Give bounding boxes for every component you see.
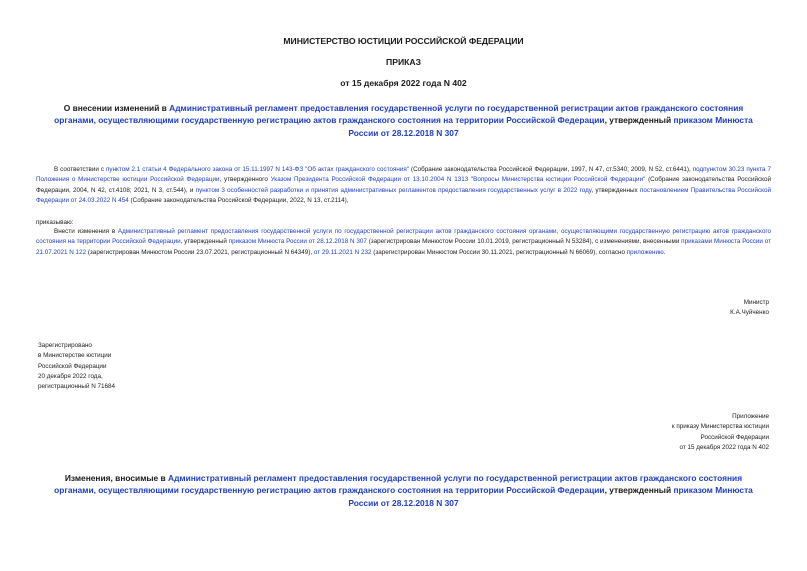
title-prefix: О внесении изменений в xyxy=(63,103,170,113)
body-order-link[interactable]: приказом Минюста России от 28.12.2018 N 307 xyxy=(228,238,367,246)
body-text-2: , утвержденный xyxy=(180,238,229,246)
appendix-block xyxy=(672,412,769,453)
preamble-text-1: В соответствии с xyxy=(54,166,107,173)
body-appendix-link[interactable]: приложению xyxy=(626,248,664,256)
registration-line-2: в Министерстве юстиции xyxy=(38,352,112,360)
body-order-232-link[interactable]: от 29.11.2021 N 232 xyxy=(313,248,372,256)
signature-position: Министр xyxy=(743,299,769,306)
appendix-line-4: от 15 декабря 2022 года N 402 xyxy=(679,443,769,451)
signature-name: К.А.Чуйченко xyxy=(730,309,769,317)
body-regulation-link[interactable]: Административный регламент предоставления государственной услуги по государственной регистрации актов гражданского состояния органами, осуществляющими государственную регистрацию актов гражданского состояния на территории Российской Федерации xyxy=(36,228,772,246)
body-text-3: (зарегистрирован Минюстом России 10.01.2019, регистрационный N 53284), с изменениями, внесенными xyxy=(366,238,682,246)
signature-block xyxy=(730,298,769,319)
title-order-link[interactable]: приказом Минюста России от 28.12.2018 N 307 xyxy=(348,115,753,138)
preamble-law-link[interactable]: пунктом 2.1 статьи 4 Федерального закона от 15.11.1997 N 143-ФЗ "Об актах гражданского состояния" xyxy=(106,166,410,173)
preamble-text-4: (Собрание законодательства Российской Федерации, 2004, N 42, ст.4108; 2021, N 3, ст.544), и xyxy=(36,176,772,194)
preamble-text-3: , утвержденного xyxy=(219,176,271,184)
appendix-line-1: Приложение xyxy=(732,413,769,420)
preamble-text-6: (Собрание законодательства Российской Федерации, 2022, N 13, ст.2114), xyxy=(128,197,349,205)
preamble-paragraph xyxy=(36,165,771,207)
order-date-number: от 15 декабря 2022 года N 402 xyxy=(340,78,467,88)
changes-title xyxy=(48,472,759,509)
doc-type-heading: ПРИКАЗ xyxy=(386,57,421,67)
changes-title-order-link[interactable]: приказом Минюста России от 28.12.2018 N 307 xyxy=(348,485,753,508)
preamble-text-5: , утвержденных xyxy=(591,186,640,194)
preamble-resolution-link[interactable]: постановлением Правительства Российской Федерации от 24.03.2022 N 454 xyxy=(36,186,771,205)
body-text-6: . xyxy=(663,248,666,256)
body-text-5: (зарегистрирован Минюстом России 30.11.2021, регистрационный N 66069), согласно xyxy=(371,248,627,256)
changes-title-regulation-link[interactable]: Административный регламент предоставления государственной услуги по государственной регистрации актов гражданского состояния органами, осуществляющими государственную регистрацию актов гражданского состояния на территории Российской Федерации xyxy=(54,473,743,496)
order-word: приказываю: xyxy=(36,219,74,226)
order-title xyxy=(48,102,759,139)
registration-line-1: Зарегистрировано xyxy=(38,342,92,349)
changes-title-mid: , утвержденный xyxy=(604,485,674,496)
body-text-1: Внести изменения в xyxy=(54,228,118,235)
title-regulation-link[interactable]: Административный регламент предоставления государственной услуги по государственной регистрации актов гражданского состояния органами, осуществляющими государственную регистрацию актов гражданского состояния на территории Российской Федерации xyxy=(54,103,744,126)
registration-line-3: Российской Федерации xyxy=(38,362,107,370)
body-text-4: (зарегистрирован Минюстом России 23.07.2021, регистрационный N 64349), xyxy=(86,248,314,256)
preamble-decree-link[interactable]: Указом Президента Российской Федерации от 13.10.2004 N 1313 "Вопросы Министерства юстиции Российской Федерации" xyxy=(270,176,646,184)
appendix-line-3: Российской Федерации xyxy=(700,433,769,441)
appendix-line-2: к приказу Министерства юстиции xyxy=(671,423,769,431)
preamble-features-link[interactable]: пунктом 3 особенностей разработки и принятия административных регламентов предоставления государственных услуг в 2022 году xyxy=(195,186,592,194)
title-mid: , утвержденный xyxy=(604,115,674,126)
registration-block xyxy=(38,341,115,392)
registration-line-5: регистрационный N 71684 xyxy=(38,383,116,391)
changes-title-prefix: Изменения, вносимые в xyxy=(64,473,169,483)
ministry-heading: МИНИСТЕРСТВО ЮСТИЦИИ РОССИЙСКОЙ ФЕДЕРАЦИИ xyxy=(283,36,524,46)
preamble-text-2: (Собрание законодательства Российской Федерации, 1997, N 47, ст.5340; 2009, N 52, ст.6441), xyxy=(409,166,693,173)
body-paragraph xyxy=(36,227,771,258)
registration-line-4: 20 декабря 2022 года, xyxy=(38,372,103,380)
preamble-regulation-link[interactable]: подпунктом 30.23 пункта 7 Положения о Министерстве юстиции Российской Федерации xyxy=(36,166,771,184)
body-orders-122-link[interactable]: приказами Минюста России от 21.07.2021 N 122 xyxy=(36,238,772,256)
